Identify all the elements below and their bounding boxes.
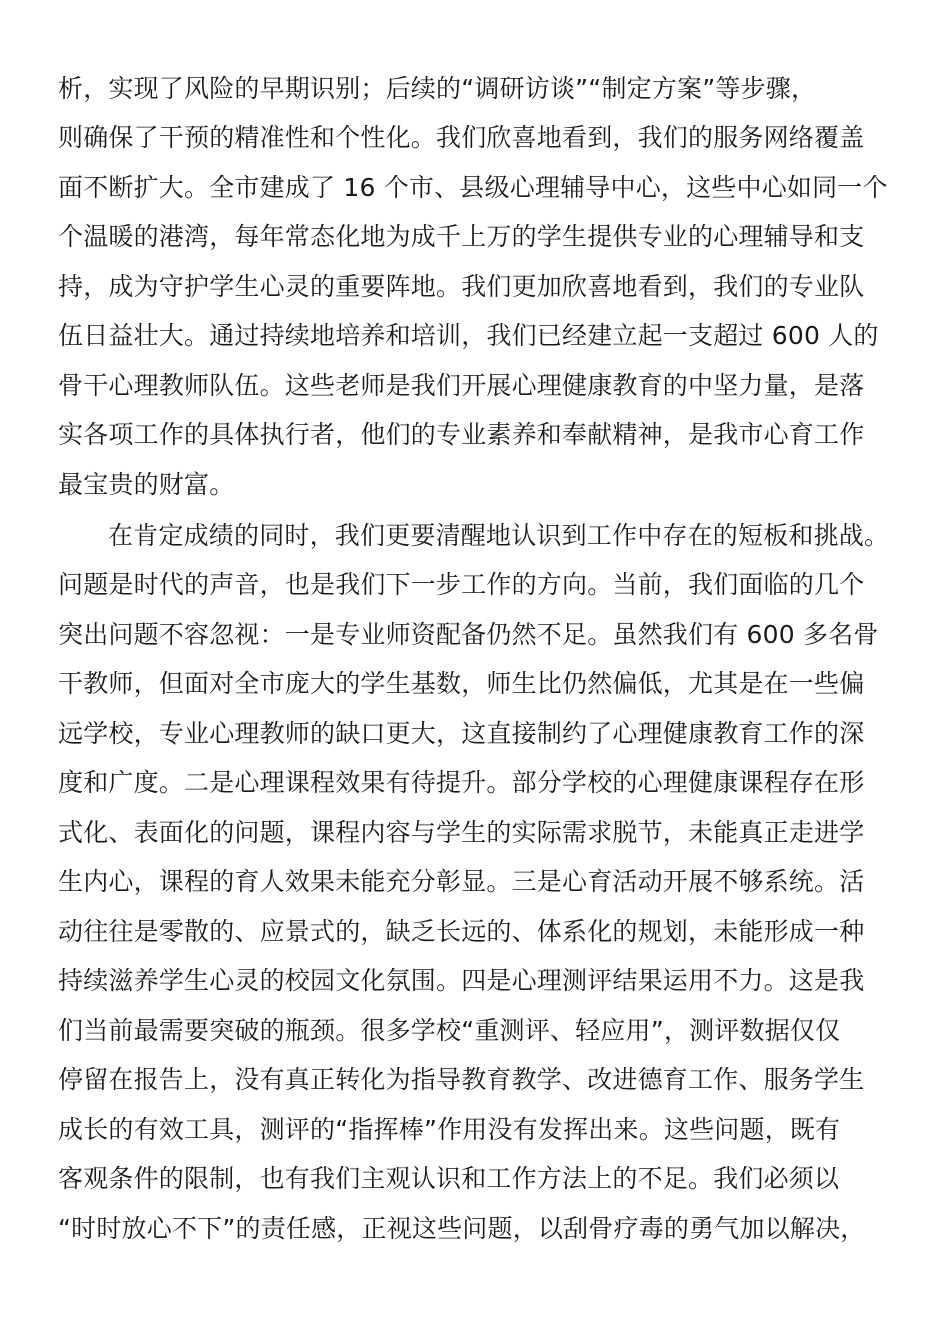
text-line: “时时放心不下”的责任感，正视这些问题，以刮骨疗毒的勇气加以解决， [58,1214,866,1243]
text-line: 析，实现了风险的早期识别；后续的“调研访谈”“制定方案”等步骤， [58,74,817,103]
text-line: 干教师，但面对全市庞大的学生基数，师生比仍然偏低，尤其是在一些偏 [58,669,865,698]
text-line: 面不断扩大。全市建成了 16 个市、县级心理辅导中心，这些中心如同一个 [58,173,888,202]
text-line: 动往往是零散的、应景式的，缺乏长远的、体系化的规划，未能形成一种 [58,917,865,946]
text-line: 问题是时代的声音，也是我们下一步工作的方向。当前，我们面临的几个 [58,570,865,599]
text-line: 则确保了干预的精准性和个性化。我们欣喜地看到，我们的服务网络覆盖 [58,123,865,152]
text-line: 远学校，专业心理教师的缺口更大，这直接制约了心理健康教育工作的深 [58,719,865,748]
text-line: 们当前最需要突破的瓶颈。很多学校“重测评、轻应用”，测评数据仅仅 [58,1016,841,1045]
text-line: 式化、表面化的问题，课程内容与学生的实际需求脱节，未能真正走进学 [58,818,865,847]
text-line: 客观条件的限制，也有我们主观认识和工作方法上的不足。我们必须以 [58,1164,840,1193]
text-line: 度和广度。二是心理课程效果有待提升。部分学校的心理健康课程存在形 [58,768,865,797]
text-line: 个温暖的港湾，每年常态化地为成千上万的学生提供专业的心理辅导和支 [58,222,865,251]
text-line: 生内心，课程的育人效果未能充分彰显。三是心育活动开展不够系统。活 [58,867,865,896]
text-line: 骨干心理教师队伍。这些老师是我们开展心理健康教育的中坚力量，是落 [58,371,865,400]
text-line: 持续滋养学生心灵的校园文化氛围。四是心理测评结果运用不力。这是我 [58,966,865,995]
text-line: 伍日益壮大。通过持续地培养和培训，我们已经建立起一支超过 600 人的 [58,321,879,350]
text-line: 成长的有效工具，测评的“指挥棒”作用没有发挥出来。这些问题，既有 [58,1115,841,1144]
text-line: 最宝贵的财富。 [58,470,235,499]
text-line: 实各项工作的具体执行者，他们的专业素养和奉献精神，是我市心育工作 [58,420,865,449]
text-line: 突出问题不容忽视：一是专业师资配备仍然不足。虽然我们有 600 多名骨 [58,620,879,649]
text-line: 停留在报告上，没有真正转化为指导教育教学、改进德育工作、服务学生 [58,1065,865,1094]
text-line-indented: 在肯定成绩的同时，我们更要清醒地认识到工作中存在的短板和挑战。 [108,521,890,550]
text-line: 持，成为守护学生心灵的重要阵地。我们更加欣喜地看到，我们的专业队 [58,272,865,301]
